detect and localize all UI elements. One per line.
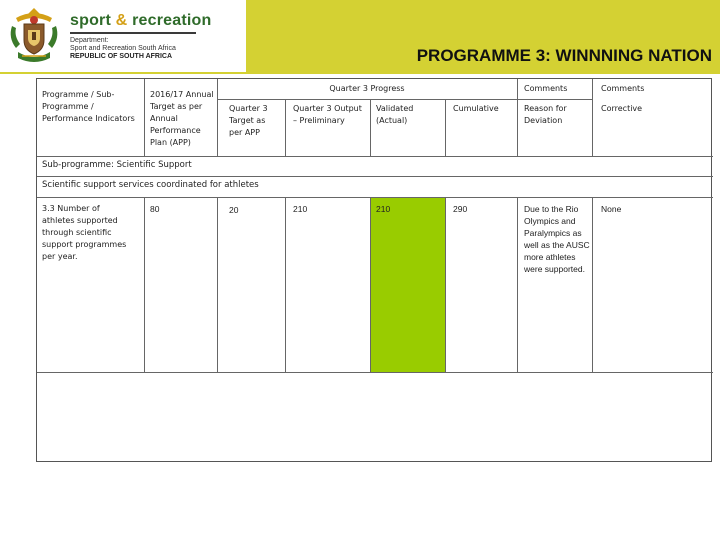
v-line-4 — [370, 99, 371, 156]
v-line-r7 — [592, 197, 593, 372]
header-q3-target: Quarter 3 Target as per APP — [229, 104, 268, 137]
brand-block — [70, 12, 211, 61]
h-line-subprog-bottom — [37, 176, 713, 177]
h-line-objective-bottom — [37, 197, 713, 198]
country-name: REPUBLIC OF SOUTH AFRICA — [70, 53, 173, 60]
performance-table — [36, 78, 712, 462]
header-quarter-progress: Quarter 3 Progress — [329, 84, 405, 93]
header-annual-target: 2016/17 Annual Target as per Annual Performance Plan (APP) — [150, 90, 214, 147]
dept-label: Department: — [70, 37, 109, 44]
page-title: PROGRAMME 3: WINNNING NATION — [416, 46, 712, 65]
annual-target-cell: 80 — [150, 204, 160, 214]
v-line-r3 — [285, 197, 286, 372]
objective-label: Scientific support services coordinated for athletes — [42, 180, 259, 190]
q3-output-cell: 210 — [293, 204, 308, 214]
v-line-r6 — [517, 197, 518, 372]
header-comments-1: Comments — [524, 84, 568, 93]
brand-name — [70, 12, 211, 30]
corrective-cell: None — [601, 204, 622, 214]
h-line-header-bottom — [37, 156, 713, 157]
validated-highlight — [370, 197, 445, 372]
v-line-6 — [517, 79, 518, 156]
header-cumulative: Cumulative — [453, 104, 499, 113]
brand-word-sport: sport — [70, 12, 111, 29]
indicator-cell: 3.3 Number of athletes supported through scientific support programmes per year. — [42, 204, 127, 261]
v-line-r4 — [370, 197, 371, 372]
dept-name: Sport and Recreation South Africa — [70, 45, 176, 52]
brand-underline — [70, 32, 196, 34]
v-line-r1 — [144, 197, 145, 372]
header-validated: Validated (Actual) — [376, 104, 414, 125]
header-comments-2: Comments — [601, 84, 645, 93]
h-line-row1-bottom — [37, 372, 713, 373]
h-line-qp — [217, 99, 592, 100]
v-line-r5 — [445, 197, 446, 372]
header-logo-area — [0, 0, 246, 72]
validated-cell: 210 — [376, 204, 391, 214]
header-q3-output: Quarter 3 Output – Preliminary — [293, 104, 362, 125]
header-programme: Programme / Sub-Programme / Performance Indicators — [42, 90, 135, 123]
v-line-r2 — [217, 197, 218, 372]
brand-amp: & — [115, 12, 128, 29]
subprogramme-label: Sub-programme: Scientific Support — [42, 160, 192, 170]
cumulative-cell: 290 — [453, 204, 468, 214]
reason-cell: Due to the Rio Olympics and Paralympics as well as the AUSC more athletes were supported. — [524, 204, 590, 274]
coat-of-arms-icon — [6, 4, 62, 68]
brand-word-recreation: recreation — [132, 12, 212, 29]
header-rule — [0, 72, 720, 74]
v-line-7 — [592, 79, 593, 156]
header-reason: Reason for Deviation — [524, 104, 567, 125]
v-line-3 — [285, 99, 286, 156]
v-line-5 — [445, 99, 446, 156]
q3-target-cell: 20 — [229, 205, 239, 215]
v-line-1 — [144, 79, 145, 156]
header-corrective: Corrective — [601, 104, 643, 113]
